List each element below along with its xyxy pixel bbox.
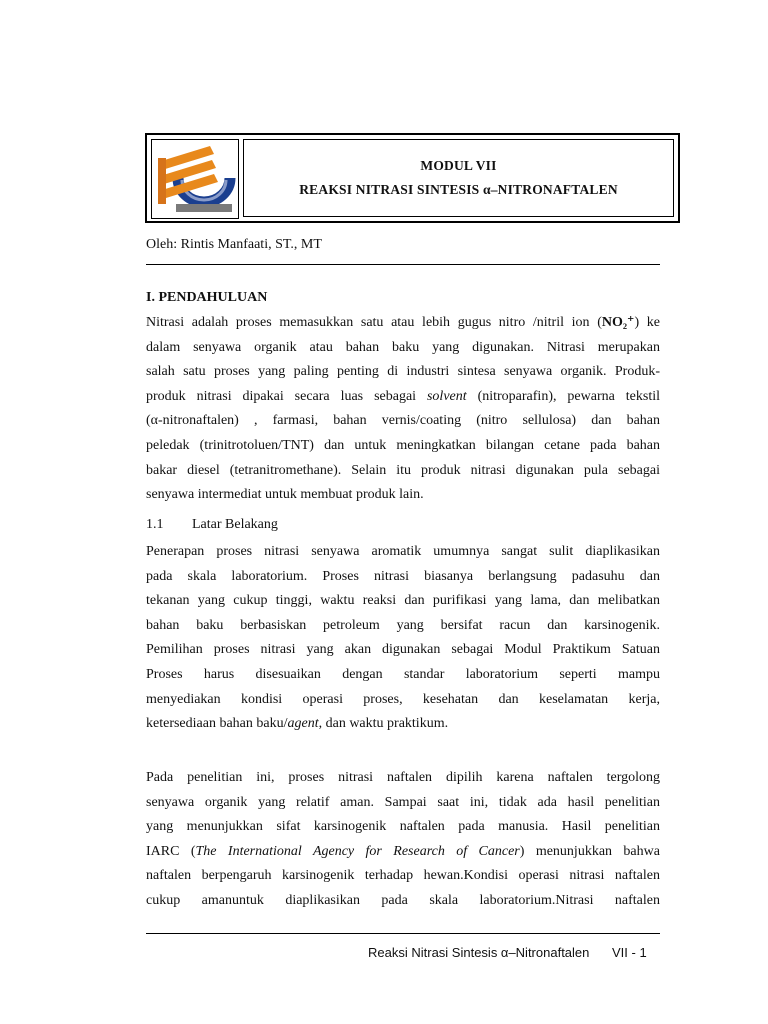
background-paragraph — [146, 540, 660, 737]
paragraph-line: Pemilihan proses nitrasi yang akan digunakan sebagai Modul Praktikum Satuan — [146, 642, 660, 658]
paragraph-line: senyawa intermediat untuk membuat produk lain. — [146, 487, 424, 503]
module-header-box — [145, 133, 680, 223]
institution-logo — [151, 139, 239, 219]
intro-paragraph — [146, 311, 660, 508]
paragraph-line: naftalen berpengaruh karsinogenik terhadap hewan.Kondisi operasi nitrasi naftalen — [146, 868, 660, 884]
author-line: Oleh: Rintis Manfaati, ST., MT — [146, 237, 322, 252]
paragraph-line: menyediakan kondisi operasi proses, kesehatan dan keselamatan kerja, — [146, 691, 660, 707]
paragraph-line: Nitrasi adalah proses memasukkan satu atau lebih gugus nitro /nitril ion (NO₂⁺) ke — [146, 315, 660, 330]
subsection-title: Latar Belakang — [192, 517, 278, 532]
paragraph-line: IARC (The International Agency for Research of Cancer) menunjukkan bahwa — [146, 843, 660, 859]
paragraph-line: Penerapan proses nitrasi senyawa aromatik umumnya sangat sulit diaplikasikan — [146, 544, 660, 559]
section-heading: I. PENDAHULUAN — [146, 290, 268, 305]
page-number: VII - 1 — [612, 945, 647, 960]
footer-divider — [146, 933, 660, 934]
module-number: MODUL VII — [420, 158, 497, 173]
module-title-cell — [243, 139, 674, 217]
paragraph-line: Pada penelitian ini, proses nitrasi naftalen dipilih karena naftalen tergolong — [146, 770, 660, 785]
subsection-heading — [146, 517, 278, 533]
module-title: REAKSI NITRASI SINTESIS α–NITRONAFTALEN — [299, 182, 618, 197]
paragraph-line: ketersediaan bahan baku/agent, dan waktu praktikum. — [146, 716, 449, 732]
paragraph-line: Proses harus disesuaikan dengan standar laboratorium seperti mampu — [146, 666, 660, 682]
paragraph-line: dalam senyawa organik atau bahan baku yang digunakan. Nitrasi merupakan — [146, 339, 660, 355]
paragraph-line: bakar diesel (tetranitromethane). Selain itu produk nitrasi digunakan pula sebagai — [146, 462, 660, 478]
footer-title: Reaksi Nitrasi Sintesis α–Nitronaftalen — [368, 945, 590, 960]
subsection-number: 1.1 — [146, 517, 164, 532]
paragraph-line: senyawa organik yang relatif aman. Sampai saat ini, tidak ada hasil penelitian — [146, 794, 660, 810]
study-paragraph — [146, 766, 660, 914]
paragraph-line: pada skala laboratorium. Proses nitrasi biasanya berlangsung padasuhu dan — [146, 568, 660, 584]
paragraph-line: bahan baku berbasiskan petroleum yang bersifat racun dan karsinogenik. — [146, 617, 660, 633]
paragraph-line: produk nitrasi dipakai secara luas sebagai solvent (nitroparafin), pewarna tekstil — [146, 388, 660, 404]
logo-icon — [152, 140, 238, 218]
paragraph-line: peledak (trinitrotoluen/TNT) dan untuk meningkatkan bilangan cetane pada bahan — [146, 437, 660, 453]
author-divider — [146, 264, 660, 265]
paragraph-line: cukup amanuntuk diaplikasikan pada skala laboratorium.Nitrasi naftalen — [146, 892, 660, 908]
paragraph-line: tekanan yang cukup tinggi, waktu reaksi dan purifikasi yang lama, dan melibatkan — [146, 593, 660, 609]
paragraph-line: salah satu proses yang paling penting di industri sintesa senyawa organik. Produk- — [146, 364, 660, 380]
paragraph-line: yang menunjukkan sifat karsinogenik naftalen pada manusia. Hasil penelitian — [146, 819, 660, 835]
paragraph-line: (α-nitronaftalen) , farmasi, bahan vernis/coating (nitro sellulosa) dan bahan — [146, 413, 660, 429]
